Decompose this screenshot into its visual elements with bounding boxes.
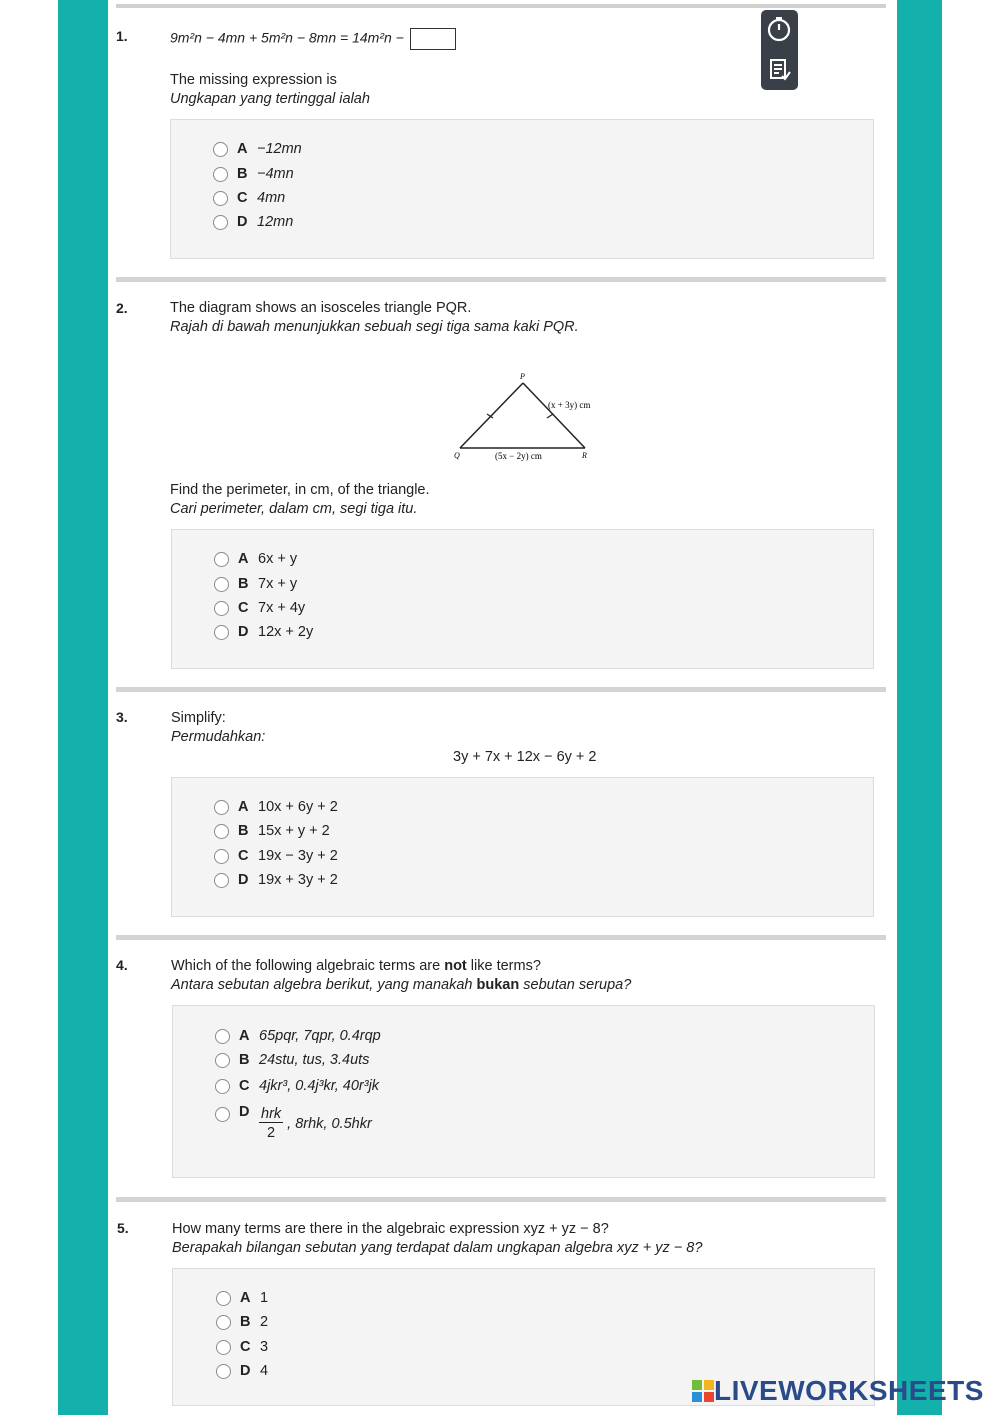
option-text: 3 [260, 1339, 269, 1355]
option-letter: C [240, 1339, 251, 1355]
logo-text: LIVEWORKSHEETS [714, 1375, 984, 1406]
option-letter: B [240, 1314, 251, 1330]
q2-prompt-en: The diagram shows an isosceles triangle PQR. [170, 300, 472, 316]
option-text [259, 1106, 372, 1141]
radio-button[interactable] [216, 1291, 231, 1306]
question-number: 1. [116, 28, 128, 44]
option-b[interactable] [214, 821, 330, 841]
radio-button[interactable] [213, 215, 228, 230]
radio-button[interactable] [214, 625, 229, 640]
question-number: 5. [117, 1220, 129, 1236]
liveworksheets-logo [692, 1375, 984, 1407]
option-text: 19x − 3y + 2 [258, 848, 338, 864]
option-c[interactable] [215, 1076, 379, 1096]
option-letter: C [239, 1078, 250, 1094]
radio-button[interactable] [215, 1107, 230, 1122]
option-d[interactable] [213, 212, 293, 232]
option-text: 4jkr³, 0.4j³kr, 40r³jk [259, 1078, 380, 1094]
q3-prompt-en: Simplify: [171, 710, 226, 726]
q4-prompt-en-pre: Which of the following algebraic terms are [171, 958, 441, 974]
radio-button[interactable] [214, 577, 229, 592]
q1-equation [170, 28, 456, 50]
option-letter: C [237, 190, 248, 206]
option-text: 4mn [257, 190, 286, 206]
radio-button[interactable] [216, 1315, 231, 1330]
vertex-p: P [520, 372, 525, 381]
right-border [897, 0, 942, 1415]
option-text: 19x + 3y + 2 [258, 872, 338, 888]
tool-widget [761, 10, 798, 90]
option-letter: D [237, 214, 248, 230]
option-letter: D [239, 1104, 250, 1120]
option-d[interactable] [214, 870, 338, 890]
option-c[interactable] [214, 598, 305, 618]
divider [116, 277, 886, 282]
option-text: 6x + y [258, 551, 298, 567]
answer-input[interactable] [410, 28, 456, 50]
fraction-denominator: 2 [267, 1125, 276, 1141]
option-text: 10x + 6y + 2 [258, 799, 338, 815]
q3-prompt-ms: Permudahkan: [171, 729, 266, 745]
side-qr-label: (5x − 2y) cm [495, 451, 542, 461]
option-letter: B [238, 823, 249, 839]
radio-button[interactable] [214, 824, 229, 839]
radio-button[interactable] [215, 1053, 230, 1068]
logo-icon [692, 1380, 714, 1402]
option-a[interactable] [215, 1026, 381, 1046]
divider [116, 687, 886, 692]
option-text: 65pqr, 7qpr, 0.4rqp [259, 1028, 381, 1044]
option-text: −12mn [257, 141, 302, 157]
option-letter: B [238, 576, 249, 592]
question-number: 2. [116, 300, 128, 316]
option-text: 2 [260, 1314, 269, 1330]
q3-expression: 3y + 7x + 12x − 6y + 2 [453, 749, 597, 765]
q1-prompt-en: The missing expression is [170, 72, 337, 88]
q2-prompt2-en: Find the perimeter, in cm, of the triangle. [170, 482, 430, 498]
option-letter: A [240, 1290, 251, 1306]
option-d[interactable] [214, 622, 313, 642]
option-letter: C [238, 600, 249, 616]
q4-prompt-en-post: like terms? [470, 958, 541, 974]
option-letter: A [237, 141, 248, 157]
q5-prompt-ms: Berapakah bilangan sebutan yang terdapat dalam ungkapan algebra xyz + yz − 8? [172, 1240, 703, 1256]
q4-prompt-ms-pre: Antara sebutan algebra berikut, yang manakah [171, 977, 473, 993]
timer-icon[interactable] [761, 10, 798, 50]
q4-prompt-ms-post: sebutan serupa? [523, 977, 632, 993]
divider [116, 1197, 886, 1202]
radio-button[interactable] [213, 191, 228, 206]
option-b[interactable] [215, 1050, 369, 1070]
option-text: 1 [260, 1290, 269, 1306]
vertex-q: Q [454, 451, 460, 460]
vertex-r: R [582, 451, 587, 460]
radio-button[interactable] [214, 849, 229, 864]
radio-button[interactable] [215, 1079, 230, 1094]
option-text: 4 [260, 1363, 269, 1379]
q4-prompt-ms-bold: bukan [476, 977, 520, 993]
triangle-diagram [445, 368, 615, 468]
fraction [259, 1106, 283, 1141]
option-c[interactable] [213, 188, 285, 208]
radio-button[interactable] [213, 142, 228, 157]
option-d[interactable] [216, 1361, 268, 1381]
option-text: 15x + y + 2 [258, 823, 330, 839]
option-letter: B [239, 1052, 250, 1068]
option-text: 7x + y [258, 576, 298, 592]
option-text-rest: , 8rhk, 0.5hkr [287, 1115, 372, 1132]
radio-button[interactable] [213, 167, 228, 182]
option-letter: D [238, 624, 249, 640]
option-a[interactable] [213, 139, 302, 159]
radio-button[interactable] [216, 1364, 231, 1379]
option-letter: C [238, 848, 249, 864]
top-divider [116, 4, 886, 8]
option-letter: A [239, 1028, 250, 1044]
fraction-numerator: hrk [261, 1106, 282, 1122]
option-c[interactable] [216, 1337, 268, 1357]
radio-button[interactable] [214, 552, 229, 567]
q4-prompt-ms [171, 976, 631, 995]
radio-button[interactable] [214, 800, 229, 815]
question-number: 3. [116, 709, 128, 725]
side-pr-label: (x + 3y) cm [548, 400, 591, 410]
radio-button[interactable] [215, 1029, 230, 1044]
answer-sheet-icon[interactable] [761, 50, 798, 90]
option-text: 7x + 4y [258, 600, 306, 616]
q4-prompt-en [171, 957, 541, 976]
radio-button[interactable] [214, 873, 229, 888]
divider [116, 935, 886, 940]
option-d[interactable] [215, 1104, 372, 1152]
radio-button[interactable] [216, 1340, 231, 1355]
option-a[interactable] [214, 797, 338, 817]
q4-prompt-en-bold: not [444, 958, 467, 974]
option-b[interactable] [213, 164, 294, 184]
option-letter: A [238, 551, 249, 567]
q2-prompt-ms: Rajah di bawah menunjukkan sebuah segi tiga sama kaki PQR. [170, 319, 579, 335]
question-number: 4. [116, 957, 128, 973]
option-letter: D [240, 1363, 251, 1379]
option-text: 24stu, tus, 3.4uts [259, 1052, 370, 1068]
q1-equation-text: 9m²n − 4mn + 5m²n − 8mn = 14m²n − [170, 29, 404, 46]
q1-prompt-ms: Ungkapan yang tertinggal ialah [170, 91, 370, 107]
q5-prompt-en: How many terms are there in the algebraic expression xyz + yz − 8? [172, 1221, 609, 1237]
radio-button[interactable] [214, 601, 229, 616]
option-letter: A [238, 799, 249, 815]
option-letter: D [238, 872, 249, 888]
option-c[interactable] [214, 846, 338, 866]
option-text: 12x + 2y [258, 624, 314, 640]
option-a[interactable] [214, 549, 297, 569]
option-b[interactable] [214, 574, 297, 594]
option-text: 12mn [257, 214, 294, 230]
q2-prompt2-ms: Cari perimeter, dalam cm, segi tiga itu. [170, 501, 418, 517]
option-text: −4mn [257, 166, 294, 182]
option-b[interactable] [216, 1312, 268, 1332]
option-letter: B [237, 166, 248, 182]
left-border [58, 0, 108, 1415]
option-a[interactable] [216, 1288, 268, 1308]
